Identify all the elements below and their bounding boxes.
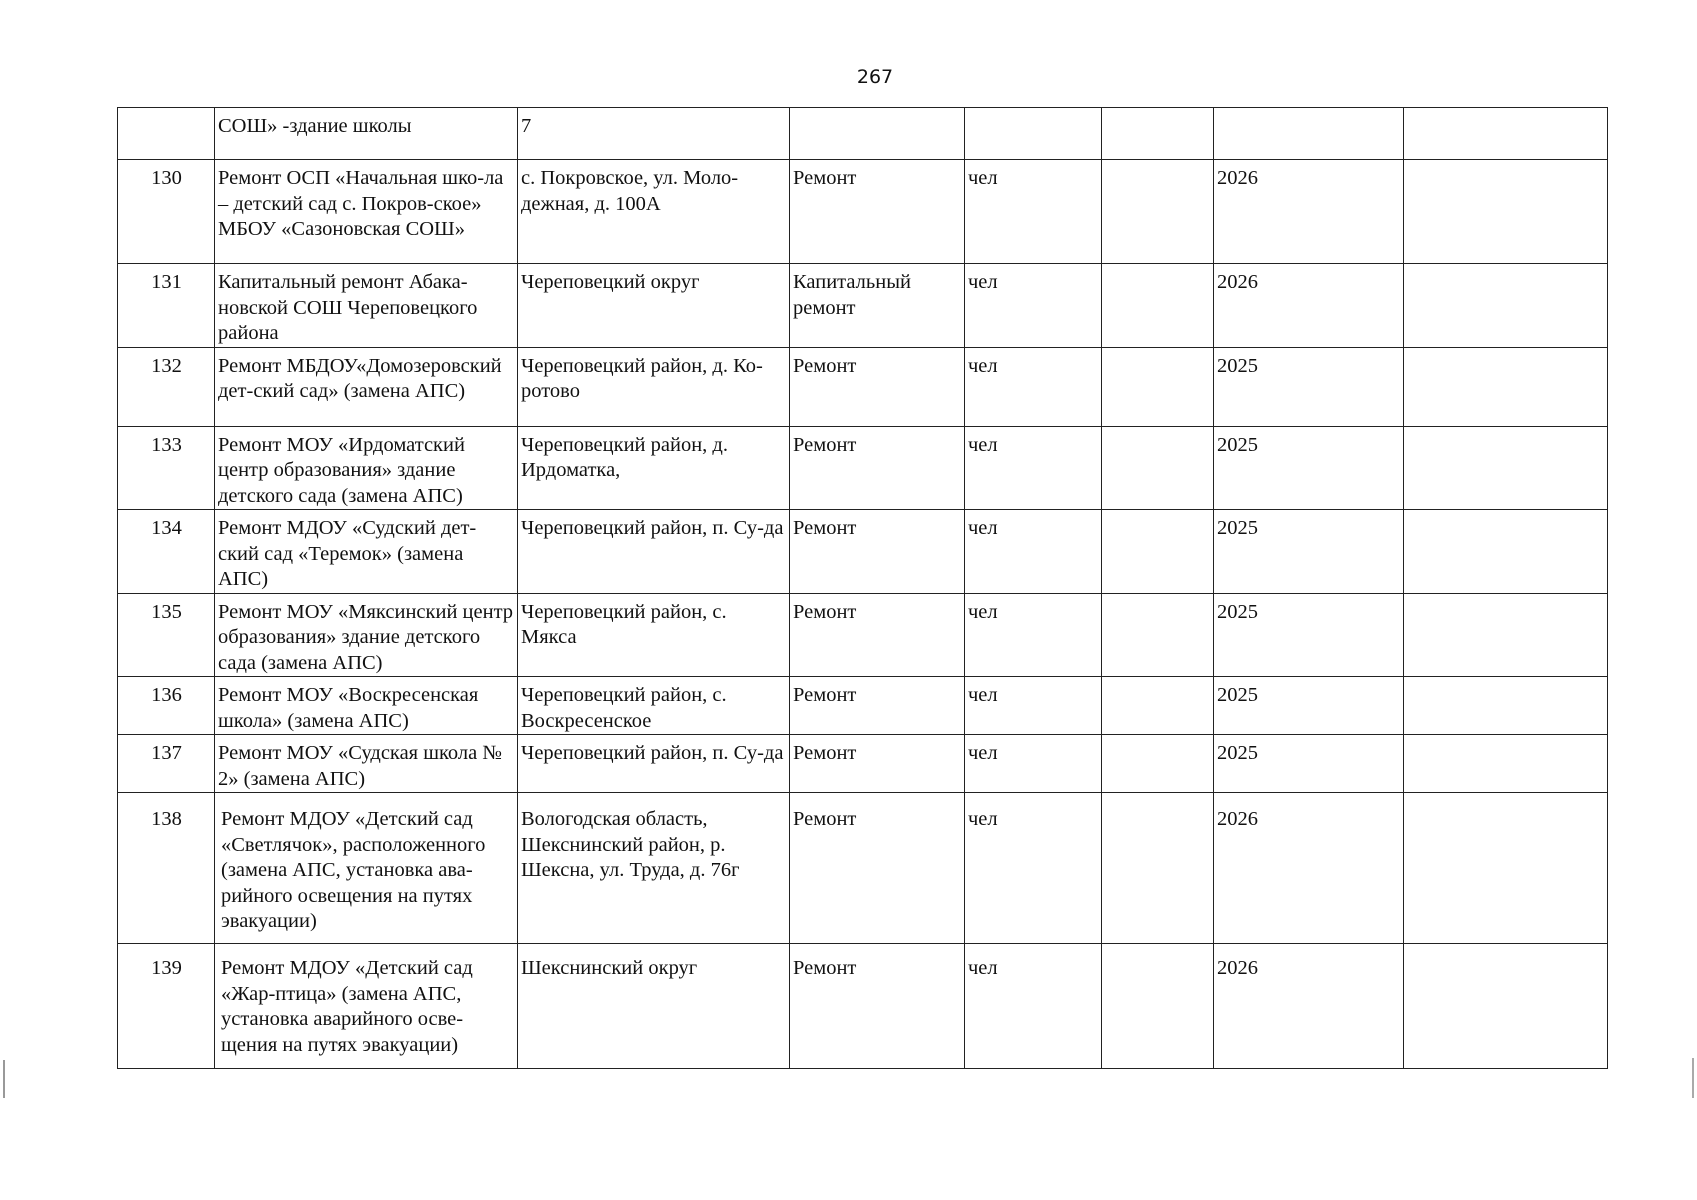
table-row: [118, 347, 1608, 426]
table-row: [118, 264, 1608, 348]
table-row: [118, 677, 1608, 735]
work-kind: Ремонт: [790, 944, 965, 1069]
empty-cell: [1102, 735, 1214, 793]
empty-cell: [1102, 510, 1214, 594]
empty-cell: [1102, 426, 1214, 510]
empty-cell: [1404, 160, 1608, 264]
object-name: СОШ» -здание школы: [215, 108, 518, 160]
unit: чел: [965, 735, 1102, 793]
year: 2025: [1214, 510, 1404, 594]
empty-cell: [1404, 593, 1608, 677]
row-number: 136: [118, 677, 215, 735]
empty-cell: [1404, 347, 1608, 426]
work-kind: Ремонт: [790, 347, 965, 426]
year: 2026: [1214, 264, 1404, 348]
row-number: 138: [118, 793, 215, 944]
table-row: [118, 735, 1608, 793]
object-name: Капитальный ремонт Абака-новской СОШ Череповецкого района: [215, 264, 518, 348]
object-address: Череповецкий район, п. Су-да: [518, 510, 790, 594]
work-kind: [790, 108, 965, 160]
scan-edge-mark: [1692, 1058, 1694, 1098]
row-number: [118, 108, 215, 160]
empty-cell: [1102, 160, 1214, 264]
object-address: Череповецкий район, с. Воскресенское: [518, 677, 790, 735]
table-row: [118, 793, 1608, 944]
work-kind: Ремонт: [790, 735, 965, 793]
year: 2025: [1214, 593, 1404, 677]
empty-cell: [1102, 347, 1214, 426]
object-address: Шекснинский округ: [518, 944, 790, 1069]
empty-cell: [1102, 944, 1214, 1069]
row-number: 131: [118, 264, 215, 348]
row-number: 132: [118, 347, 215, 426]
unit: чел: [965, 793, 1102, 944]
unit: чел: [965, 944, 1102, 1069]
projects-table: [117, 107, 1608, 1069]
object-name: Ремонт МОУ «Судская школа № 2» (замена АПС): [215, 735, 518, 793]
year: 2025: [1214, 735, 1404, 793]
row-number: 137: [118, 735, 215, 793]
empty-cell: [1404, 426, 1608, 510]
empty-cell: [1102, 793, 1214, 944]
table-row: [118, 593, 1608, 677]
row-number: 130: [118, 160, 215, 264]
table-row: [118, 510, 1608, 594]
year: 2025: [1214, 347, 1404, 426]
row-number: 133: [118, 426, 215, 510]
table-row: [118, 108, 1608, 160]
empty-cell: [1404, 510, 1608, 594]
unit: чел: [965, 677, 1102, 735]
year: [1214, 108, 1404, 160]
year: 2025: [1214, 426, 1404, 510]
object-name: Ремонт МОУ «Ирдоматский центр образования» здание детского сада (замена АПС): [215, 426, 518, 510]
work-kind: Ремонт: [790, 160, 965, 264]
work-kind: Ремонт: [790, 677, 965, 735]
page-number: 267: [856, 66, 894, 88]
table-row: [118, 160, 1608, 264]
object-address: с. Покровское, ул. Моло-дежная, д. 100А: [518, 160, 790, 264]
object-address: Череповецкий район, д. Ирдоматка,: [518, 426, 790, 510]
empty-cell: [1404, 793, 1608, 944]
object-address: Череповецкий район, д. Ко-ротово: [518, 347, 790, 426]
object-address: 7: [518, 108, 790, 160]
object-name: Ремонт МОУ «Воскресенская школа» (замена АПС): [215, 677, 518, 735]
empty-cell: [1102, 677, 1214, 735]
object-name: Ремонт МДОУ «Судский дет-ский сад «Теремок» (замена АПС): [215, 510, 518, 594]
unit: [965, 108, 1102, 160]
unit: чел: [965, 264, 1102, 348]
work-kind: Ремонт: [790, 593, 965, 677]
object-name: Ремонт МДОУ «Детский сад «Светлячок», расположенного (замена АПС, установка ава-рийного освещения на путях эвакуации): [215, 793, 518, 944]
year: 2026: [1214, 793, 1404, 944]
row-number: 134: [118, 510, 215, 594]
empty-cell: [1102, 593, 1214, 677]
empty-cell: [1404, 264, 1608, 348]
row-number: 139: [118, 944, 215, 1069]
empty-cell: [1404, 944, 1608, 1069]
unit: чел: [965, 160, 1102, 264]
object-name: Ремонт МДОУ «Детский сад «Жар-птица» (замена АПС, установка аварийного осве-щения на путях эвакуации): [215, 944, 518, 1069]
year: 2026: [1214, 944, 1404, 1069]
object-address: Череповецкий район, с. Мякса: [518, 593, 790, 677]
object-address: Вологодская область, Шекснинский район, р. Шексна, ул. Труда, д. 76г: [518, 793, 790, 944]
year: 2026: [1214, 160, 1404, 264]
table-row: [118, 944, 1608, 1069]
work-kind: Ремонт: [790, 510, 965, 594]
work-kind: Ремонт: [790, 426, 965, 510]
object-name: Ремонт МБДОУ«Домозеровский дет-ский сад» (замена АПС): [215, 347, 518, 426]
unit: чел: [965, 510, 1102, 594]
object-address: Череповецкий район, п. Су-да: [518, 735, 790, 793]
object-address: Череповецкий округ: [518, 264, 790, 348]
empty-cell: [1404, 677, 1608, 735]
unit: чел: [965, 593, 1102, 677]
scan-edge-mark: [3, 1060, 5, 1098]
object-name: Ремонт МОУ «Мяксинский центр образования» здание детского сада (замена АПС): [215, 593, 518, 677]
year: 2025: [1214, 677, 1404, 735]
object-name: Ремонт ОСП «Начальная шко-ла – детский сад с. Покров-ское» МБОУ «Сазоновская СОШ»: [215, 160, 518, 264]
unit: чел: [965, 347, 1102, 426]
table-row: [118, 426, 1608, 510]
empty-cell: [1404, 108, 1608, 160]
empty-cell: [1102, 264, 1214, 348]
row-number: 135: [118, 593, 215, 677]
unit: чел: [965, 426, 1102, 510]
empty-cell: [1102, 108, 1214, 160]
work-kind: Ремонт: [790, 793, 965, 944]
work-kind: Капитальный ремонт: [790, 264, 965, 348]
empty-cell: [1404, 735, 1608, 793]
